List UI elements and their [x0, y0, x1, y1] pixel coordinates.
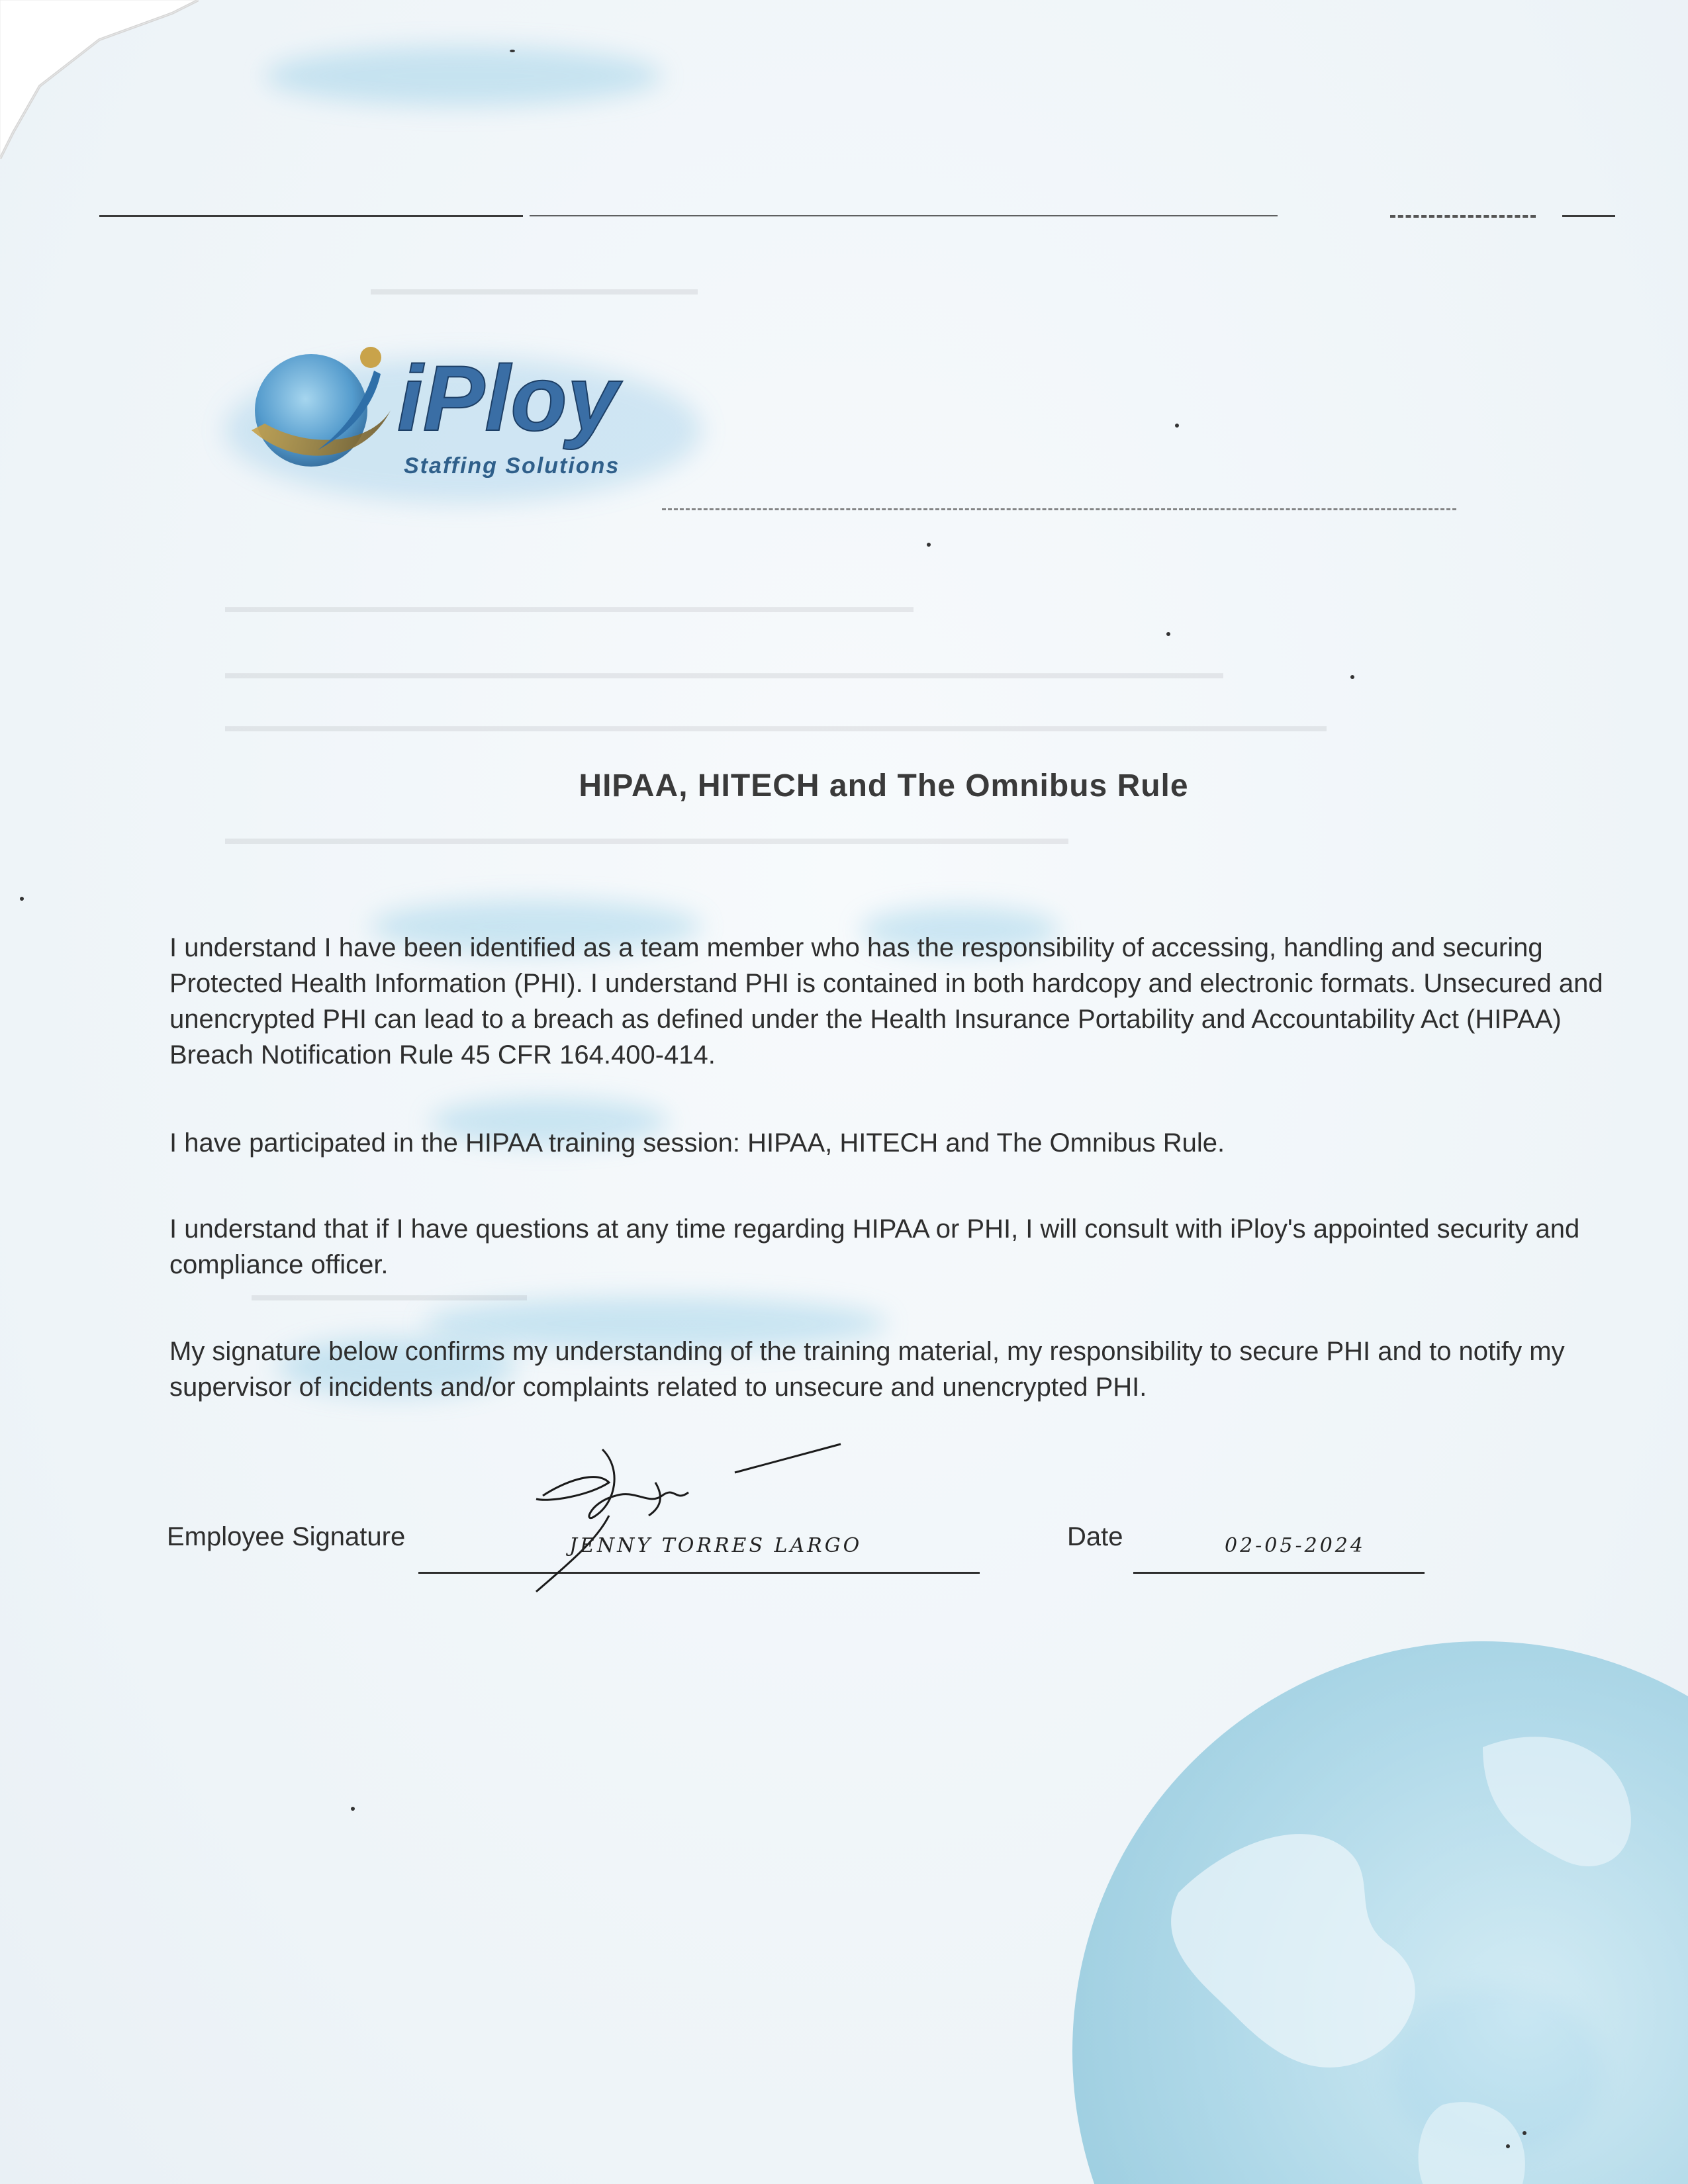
- bleed-dashes: [1390, 215, 1536, 218]
- bleed-rule-top: [99, 215, 523, 217]
- logo-brand-text: iPloy: [397, 346, 619, 450]
- iploy-logo-graphic: [238, 331, 688, 503]
- folded-corner: [0, 0, 199, 159]
- handwritten-signature: [523, 1443, 854, 1595]
- paper-speck: [351, 1807, 355, 1811]
- bleed-through-text: ▬▬▬▬▬▬▬▬▬▬▬▬▬▬▬▬▬▬▬▬▬▬▬▬▬▬▬▬▬▬▬▬▬▬▬▬▬▬▬▬▬▬▬▬▬▬▬▬▬▬▬▬▬▬▬▬▬▬: [225, 662, 1223, 682]
- bleed-through-text: ▬▬▬▬▬▬▬▬▬▬▬▬▬▬▬▬▬▬▬: [371, 279, 698, 298]
- date-line: [1133, 1572, 1425, 1574]
- iploy-logo: [238, 331, 688, 503]
- paper-speck: [1350, 675, 1354, 679]
- paper-speck: [1506, 2144, 1510, 2148]
- paragraph-questions: I understand that if I have questions at any time regarding HIPAA or PHI, I will consult with iPloy's appointed security and compliance officer.: [169, 1214, 1580, 1279]
- toner-smudge: [265, 46, 662, 106]
- employee-signature-label: Employee Signature: [167, 1522, 406, 1551]
- bleed-through-text: ▬▬▬▬▬▬▬▬▬▬▬▬▬▬▬▬▬▬▬▬▬▬▬▬▬▬▬▬▬▬▬▬▬▬▬▬▬▬▬▬▬▬▬▬▬▬▬▬▬▬▬▬▬▬▬▬▬▬▬▬▬▬▬▬: [225, 715, 1327, 735]
- bleed-rule-top-3: [1562, 215, 1615, 217]
- bleed-through-text: ▬▬▬▬▬▬▬▬▬▬▬▬▬▬▬▬▬▬▬▬▬▬▬▬▬▬▬▬▬▬▬▬▬▬▬▬▬▬▬▬: [225, 596, 914, 616]
- logo-tagline-text: Staffing Solutions: [404, 453, 620, 478]
- globe-watermark: [980, 1641, 1688, 2184]
- paper-speck: [927, 543, 931, 547]
- paper-speck: [510, 50, 515, 52]
- bleed-rule-top-2: [530, 215, 1278, 216]
- paragraph-responsibility: I understand I have been identified as a team member who has the responsibility of accessing, handling and securing Protected Health Information (PHI). I understand PHI is contained in both hardcopy and electronic formats. Unsecured and unencrypted PHI can lead to a breach as defined under the Health Insurance Portability and Accountability Act (HIPAA) Breach Notification Rule 45 CFR 164.400-414.: [169, 933, 1603, 1069]
- paper-speck: [1166, 632, 1170, 636]
- document-title: HIPAA, HITECH and The Omnibus Rule: [579, 768, 1189, 803]
- paper-speck: [20, 897, 24, 901]
- person-head-icon: [360, 347, 381, 368]
- paper-speck: [1175, 424, 1179, 428]
- bleed-through-text: ▬▬▬▬▬▬▬▬▬▬▬▬▬▬▬▬: [252, 1285, 527, 1304]
- paragraph-training: I have participated in the HIPAA training session: HIPAA, HITECH and The Omnibus Rule.: [169, 1128, 1225, 1158]
- handwritten-date: 02-05-2024: [1225, 1534, 1366, 1557]
- handwritten-printed-name: JENNY TORRES LARGO: [569, 1534, 863, 1557]
- bleed-through-text: ▬▬▬▬▬▬▬▬▬▬▬▬▬▬▬▬▬▬▬▬▬▬▬▬▬▬▬▬▬▬▬▬▬▬▬▬▬▬▬▬▬▬▬▬▬▬▬▬▬: [225, 828, 1068, 848]
- paragraph-signature-confirm: My signature below confirms my understanding of the training material, my responsibility to secure PHI and to notify my supervisor of incidents and/or complaints related to unsecure and unencrypted PHI.: [169, 1337, 1565, 1402]
- paper-speck: [1523, 2131, 1526, 2135]
- bleed-dashes-2: [662, 508, 1456, 510]
- date-label: Date: [1067, 1522, 1123, 1551]
